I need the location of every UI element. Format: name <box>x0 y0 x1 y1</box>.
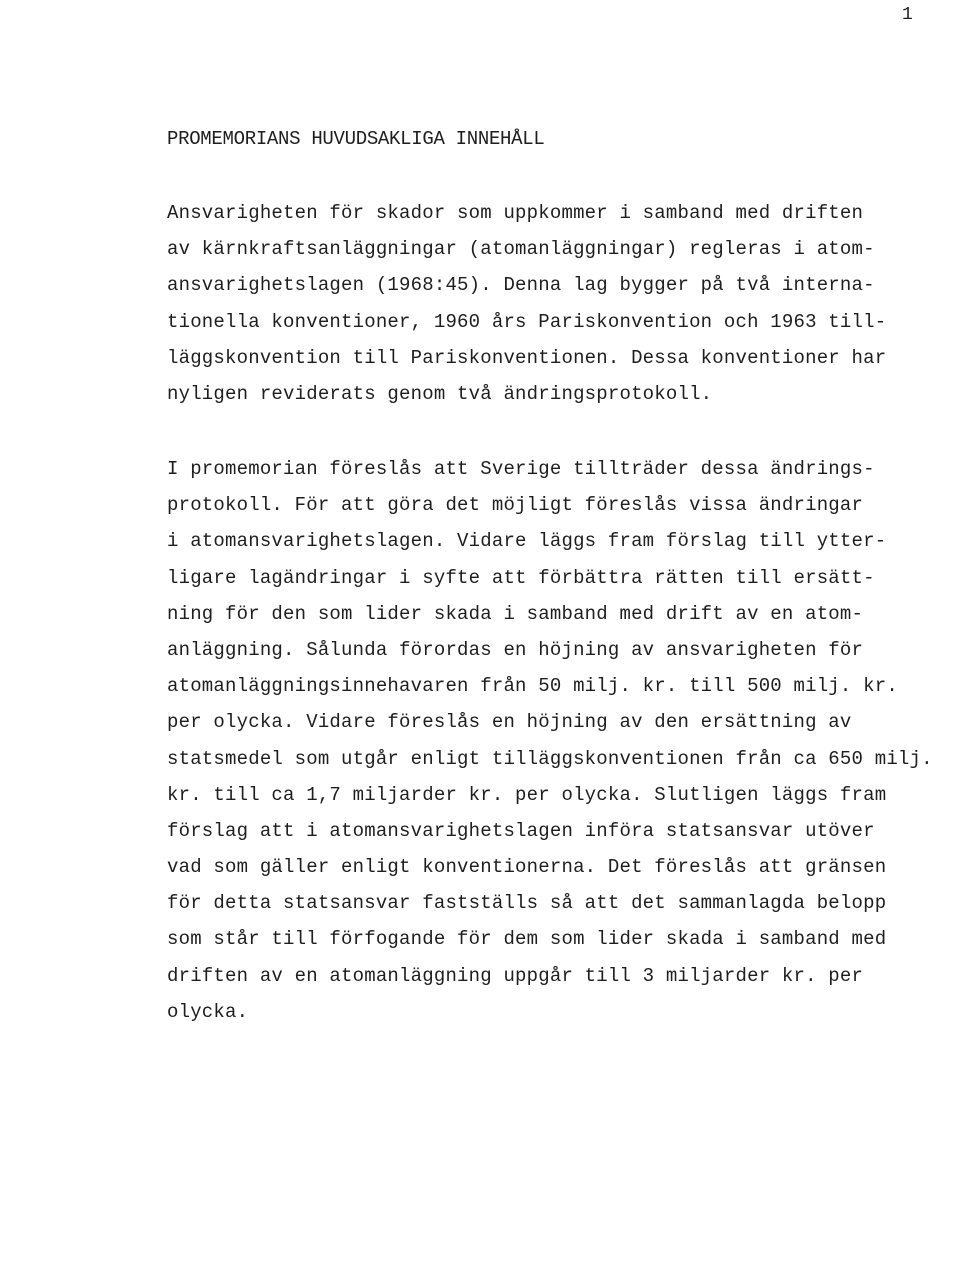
paragraph-line: protokoll. För att göra det möjligt föreslås vissa ändringar <box>167 494 864 517</box>
paragraph-line: för detta statsansvar fastställs så att det sammanlagda belopp <box>167 892 887 915</box>
paragraph-line: av kärnkraftsanläggningar (atomanläggningar) regleras i atom- <box>167 238 875 261</box>
paragraph-proposals <box>167 451 933 1030</box>
paragraph-line: vad som gäller enligt konventionerna. Det föreslås att gränsen <box>167 856 887 879</box>
page-number: 1 <box>902 5 913 25</box>
document-heading: PROMEMORIANS HUVUDSAKLIGA INNEHÅLL <box>167 128 545 150</box>
paragraph-liability-background <box>167 195 886 412</box>
paragraph-line: per olycka. Vidare föreslås en höjning av den ersättning av <box>167 711 852 734</box>
paragraph-line: i atomansvarighetslagen. Vidare läggs fram förslag till ytter- <box>167 530 887 553</box>
paragraph-line: atomanläggningsinnehavaren från 50 milj. kr. till 500 milj. kr. <box>167 675 898 698</box>
paragraph-line: Ansvarigheten för skador som uppkommer i samband med driften <box>167 202 864 224</box>
paragraph-line: olycka. <box>167 1000 249 1023</box>
paragraph-line: ansvarighetslagen (1968:45). Denna lag bygger på två interna- <box>167 274 875 297</box>
paragraph-line: kr. till ca 1,7 miljarder kr. per olycka. Slutligen läggs fram <box>167 783 887 806</box>
paragraph-line: statsmedel som utgår enligt tilläggskonventionen från ca 650 milj. <box>167 747 933 770</box>
paragraph-line: I promemorian föreslås att Sverige tillträder dessa ändrings- <box>167 458 875 480</box>
paragraph-line: läggskonvention till Pariskonventionen. Dessa konventioner har <box>167 346 887 369</box>
paragraph-line: anläggning. Sålunda förordas en höjning av ansvarigheten för <box>167 638 864 661</box>
paragraph-line: nyligen reviderats genom två ändringsprotokoll. <box>167 382 713 405</box>
paragraph-line: förslag att i atomansvarighetslagen införa statsansvar utöver <box>167 819 875 842</box>
paragraph-line: driften av en atomanläggning uppgår till 3 miljarder kr. per <box>167 964 864 987</box>
paragraph-line: som står till förfogande för dem som lider skada i samband med <box>167 928 887 951</box>
paragraph-line: ning för den som lider skada i samband med drift av en atom- <box>167 602 864 625</box>
paragraph-line: tionella konventioner, 1960 års Pariskonvention och 1963 till- <box>167 310 887 333</box>
paragraph-line: ligare lagändringar i syfte att förbättra rätten till ersätt- <box>167 566 875 589</box>
